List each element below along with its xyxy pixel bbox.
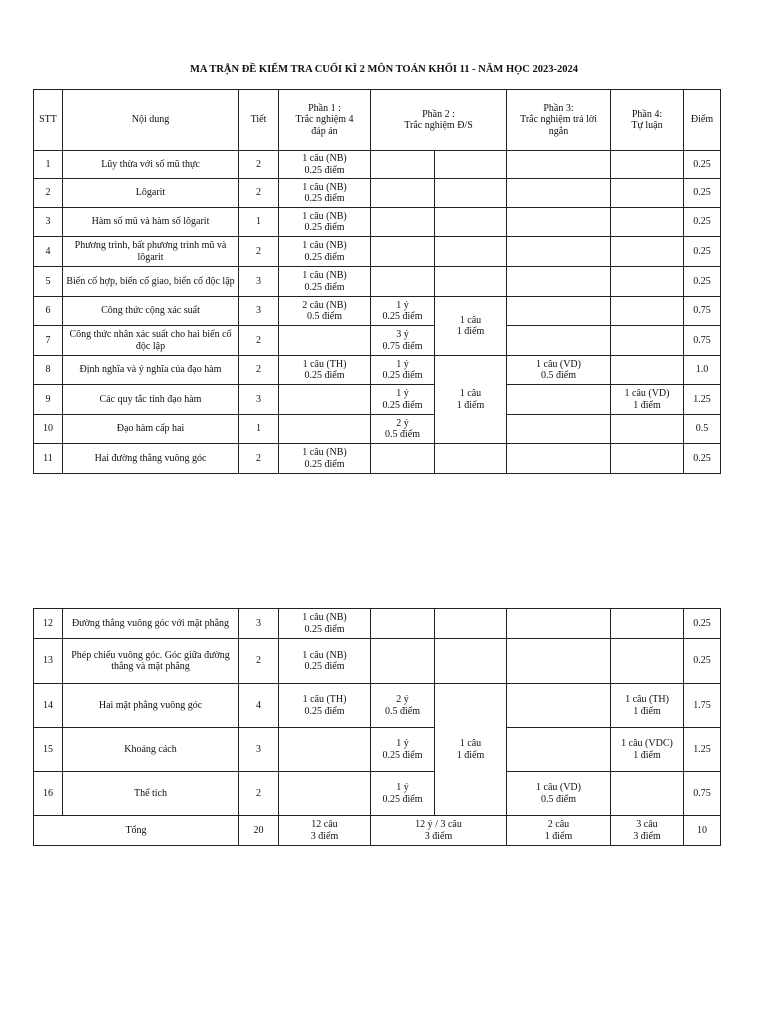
cell-tiet: 3 xyxy=(239,267,279,297)
cell-phan-1 xyxy=(279,385,371,415)
cell-diem: 1.25 xyxy=(684,385,721,415)
cell-phan-4 xyxy=(611,444,684,474)
table-row xyxy=(34,267,721,297)
cell-diem: 0.5 xyxy=(684,415,721,444)
cell-noi-dung: Định nghĩa và ý nghĩa của đạo hàm xyxy=(63,356,239,385)
cell-phan-4 xyxy=(611,297,684,326)
table-row xyxy=(34,728,721,772)
cell-phan-1 xyxy=(279,728,371,772)
cell-stt: 8 xyxy=(34,356,63,385)
cell-phan-3 xyxy=(507,179,611,208)
total-phan-1: 12 câu 3 điểm xyxy=(279,816,371,846)
cell-phan-2-y xyxy=(371,639,435,684)
cell-phan-3 xyxy=(507,208,611,237)
cell-tiet: 3 xyxy=(239,728,279,772)
cell-phan-4 xyxy=(611,772,684,816)
cell-phan-2-cau xyxy=(435,609,507,639)
cell-phan-2-cau xyxy=(435,237,507,267)
cell-tiet: 3 xyxy=(239,385,279,415)
table-row xyxy=(34,297,721,326)
total-phan-4: 3 câu 3 điểm xyxy=(611,816,684,846)
cell-tiet: 2 xyxy=(239,179,279,208)
cell-phan-3 xyxy=(507,267,611,297)
header-phan-1: Phần 1 : Trắc nghiệm 4 đáp án xyxy=(279,90,371,151)
cell-tiet: 1 xyxy=(239,415,279,444)
cell-tiet: 2 xyxy=(239,326,279,356)
cell-diem: 1.0 xyxy=(684,356,721,385)
cell-diem: 0.25 xyxy=(684,609,721,639)
cell-phan-2-y: 2 ý 0.5 điểm xyxy=(371,415,435,444)
cell-diem: 0.25 xyxy=(684,151,721,179)
cell-phan-2-y xyxy=(371,151,435,179)
cell-phan-1: 2 câu (NB) 0.5 điểm xyxy=(279,297,371,326)
table-row xyxy=(34,151,721,179)
cell-phan-2-y: 1 ý 0.25 điểm xyxy=(371,297,435,326)
cell-diem: 1.75 xyxy=(684,684,721,728)
cell-phan-2-cau xyxy=(435,639,507,684)
cell-diem: 0.75 xyxy=(684,772,721,816)
total-label: Tổng xyxy=(34,816,239,846)
cell-phan-1: 1 câu (NB) 0.25 điểm xyxy=(279,179,371,208)
cell-tiet: 2 xyxy=(239,237,279,267)
cell-phan-3 xyxy=(507,385,611,415)
cell-phan-2-y: 3 ý 0.75 điểm xyxy=(371,326,435,356)
cell-stt: 16 xyxy=(34,772,63,816)
header-phan-4: Phần 4: Tự luận xyxy=(611,90,684,151)
header-row xyxy=(34,90,721,151)
cell-phan-3 xyxy=(507,684,611,728)
cell-noi-dung: Lũy thừa với số mũ thực xyxy=(63,151,239,179)
cell-phan-2-y: 1 ý 0.25 điểm xyxy=(371,728,435,772)
total-tiet: 20 xyxy=(239,816,279,846)
cell-noi-dung: Đạo hàm cấp hai xyxy=(63,415,239,444)
cell-phan-3 xyxy=(507,151,611,179)
header-phan-2: Phần 2 : Trắc nghiệm Đ/S xyxy=(371,90,507,151)
cell-phan-3 xyxy=(507,326,611,356)
total-phan-2: 12 ý / 3 câu 3 điểm xyxy=(371,816,507,846)
cell-phan-1: 1 câu (NB) 0.25 điểm xyxy=(279,444,371,474)
cell-phan-3 xyxy=(507,415,611,444)
cell-phan-4 xyxy=(611,609,684,639)
total-diem: 10 xyxy=(684,816,721,846)
cell-phan-4 xyxy=(611,415,684,444)
cell-stt: 5 xyxy=(34,267,63,297)
page-title: MA TRẬN ĐỀ KIỂM TRA CUỐI KÌ 2 MÔN TOÁN KHỐI 11 - NĂM HỌC 2023-2024 xyxy=(189,64,579,75)
cell-phan-4: 1 câu (TH) 1 điểm xyxy=(611,684,684,728)
cell-phan-1 xyxy=(279,326,371,356)
cell-stt: 14 xyxy=(34,684,63,728)
cell-stt: 9 xyxy=(34,385,63,415)
cell-tiet: 3 xyxy=(239,609,279,639)
cell-phan-4 xyxy=(611,179,684,208)
cell-phan-4 xyxy=(611,326,684,356)
cell-tiet: 4 xyxy=(239,684,279,728)
cell-phan-4: 1 câu (VDC) 1 điểm xyxy=(611,728,684,772)
table-row xyxy=(34,684,721,728)
cell-phan-4 xyxy=(611,208,684,237)
cell-noi-dung: Thể tích xyxy=(63,772,239,816)
cell-phan-2-y xyxy=(371,179,435,208)
cell-phan-4 xyxy=(611,356,684,385)
table-row xyxy=(34,237,721,267)
cell-phan-2-cau xyxy=(435,151,507,179)
cell-phan-2-cau-group: 1 câu 1 điểm xyxy=(435,297,507,356)
header-phan-3: Phần 3: Trắc nghiệm trả lời ngắn xyxy=(507,90,611,151)
cell-phan-2-y: 1 ý 0.25 điểm xyxy=(371,385,435,415)
cell-stt: 6 xyxy=(34,297,63,326)
cell-stt: 2 xyxy=(34,179,63,208)
cell-stt: 3 xyxy=(34,208,63,237)
cell-phan-3 xyxy=(507,237,611,267)
cell-phan-3 xyxy=(507,609,611,639)
cell-phan-1: 1 câu (TH) 0.25 điểm xyxy=(279,684,371,728)
cell-phan-3 xyxy=(507,728,611,772)
cell-tiet: 2 xyxy=(239,151,279,179)
table-row xyxy=(34,609,721,639)
cell-noi-dung: Biến cố hợp, biến cố giao, biến cố độc lập xyxy=(63,267,239,297)
cell-phan-1: 1 câu (NB) 0.25 điểm xyxy=(279,151,371,179)
cell-diem: 0.75 xyxy=(684,326,721,356)
cell-noi-dung: Công thức cộng xác suất xyxy=(63,297,239,326)
total-phan-3: 2 câu 1 điểm xyxy=(507,816,611,846)
cell-phan-3 xyxy=(507,444,611,474)
cell-stt: 4 xyxy=(34,237,63,267)
cell-phan-1: 1 câu (NB) 0.25 điểm xyxy=(279,639,371,684)
cell-diem: 1.25 xyxy=(684,728,721,772)
cell-phan-3 xyxy=(507,297,611,326)
cell-phan-1: 1 câu (TH) 0.25 điểm xyxy=(279,356,371,385)
cell-phan-4 xyxy=(611,151,684,179)
cell-stt: 13 xyxy=(34,639,63,684)
matrix-table-part-2 xyxy=(33,608,721,846)
cell-phan-3: 1 câu (VD) 0.5 điểm xyxy=(507,772,611,816)
cell-phan-2-y xyxy=(371,237,435,267)
table-row xyxy=(34,356,721,385)
cell-phan-2-cau xyxy=(435,444,507,474)
cell-noi-dung: Khoảng cách xyxy=(63,728,239,772)
header-stt: STT xyxy=(34,90,63,151)
header-noi-dung: Nội dung xyxy=(63,90,239,151)
cell-phan-2-y xyxy=(371,267,435,297)
cell-tiet: 1 xyxy=(239,208,279,237)
table-row xyxy=(34,326,721,356)
cell-diem: 0.25 xyxy=(684,237,721,267)
table-row xyxy=(34,772,721,816)
cell-stt: 1 xyxy=(34,151,63,179)
cell-diem: 0.25 xyxy=(684,179,721,208)
cell-phan-3 xyxy=(507,639,611,684)
table-row xyxy=(34,208,721,237)
cell-phan-1: 1 câu (NB) 0.25 điểm xyxy=(279,208,371,237)
cell-phan-1: 1 câu (NB) 0.25 điểm xyxy=(279,267,371,297)
cell-diem: 0.75 xyxy=(684,297,721,326)
cell-noi-dung: Đường thẳng vuông góc với mặt phẳng xyxy=(63,609,239,639)
cell-stt: 11 xyxy=(34,444,63,474)
cell-noi-dung: Phép chiếu vuông góc. Góc giữa đường thẳng và mặt phẳng xyxy=(63,639,239,684)
cell-phan-1: 1 câu (NB) 0.25 điểm xyxy=(279,237,371,267)
cell-tiet: 2 xyxy=(239,639,279,684)
cell-phan-2-y xyxy=(371,208,435,237)
cell-phan-1: 1 câu (NB) 0.25 điểm xyxy=(279,609,371,639)
header-tiet: Tiết xyxy=(239,90,279,151)
cell-phan-2-cau xyxy=(435,179,507,208)
cell-phan-2-cau xyxy=(435,267,507,297)
cell-noi-dung: Công thức nhân xác suất cho hai biến cố độc lập xyxy=(63,326,239,356)
cell-phan-4 xyxy=(611,639,684,684)
cell-diem: 0.25 xyxy=(684,267,721,297)
cell-phan-3: 1 câu (VD) 0.5 điểm xyxy=(507,356,611,385)
cell-tiet: 3 xyxy=(239,297,279,326)
cell-tiet: 2 xyxy=(239,356,279,385)
cell-stt: 10 xyxy=(34,415,63,444)
cell-noi-dung: Các quy tắc tính đạo hàm xyxy=(63,385,239,415)
cell-noi-dung: Hai đường thẳng vuông góc xyxy=(63,444,239,474)
table-row xyxy=(34,179,721,208)
cell-stt: 12 xyxy=(34,609,63,639)
cell-diem: 0.25 xyxy=(684,639,721,684)
cell-tiet: 2 xyxy=(239,444,279,474)
cell-phan-2-y: 1 ý 0.25 điểm xyxy=(371,356,435,385)
cell-phan-4 xyxy=(611,267,684,297)
cell-phan-2-y xyxy=(371,444,435,474)
cell-stt: 7 xyxy=(34,326,63,356)
cell-diem: 0.25 xyxy=(684,444,721,474)
cell-phan-2-cau-group: 1 câu 1 điểm xyxy=(435,684,507,816)
matrix-table-part-1 xyxy=(33,89,721,474)
cell-phan-1 xyxy=(279,415,371,444)
cell-noi-dung: Phương trình, bất phương trình mũ và lôgarit xyxy=(63,237,239,267)
table-row xyxy=(34,444,721,474)
cell-noi-dung: Hàm số mũ và hàm số lôgarit xyxy=(63,208,239,237)
cell-phan-2-y: 2 ý 0.5 điểm xyxy=(371,684,435,728)
cell-tiet: 2 xyxy=(239,772,279,816)
table-row xyxy=(34,415,721,444)
cell-stt: 15 xyxy=(34,728,63,772)
header-diem: Điểm xyxy=(684,90,721,151)
cell-phan-2-y xyxy=(371,609,435,639)
cell-noi-dung: Lôgarit xyxy=(63,179,239,208)
cell-diem: 0.25 xyxy=(684,208,721,237)
cell-phan-2-y: 1 ý 0.25 điểm xyxy=(371,772,435,816)
table-row xyxy=(34,639,721,684)
cell-phan-1 xyxy=(279,772,371,816)
total-row xyxy=(34,816,721,846)
cell-phan-2-cau-group: 1 câu 1 điểm xyxy=(435,356,507,444)
cell-phan-2-cau xyxy=(435,208,507,237)
cell-noi-dung: Hai mặt phẳng vuông góc xyxy=(63,684,239,728)
table-row xyxy=(34,385,721,415)
cell-phan-4: 1 câu (VD) 1 điểm xyxy=(611,385,684,415)
cell-phan-4 xyxy=(611,237,684,267)
